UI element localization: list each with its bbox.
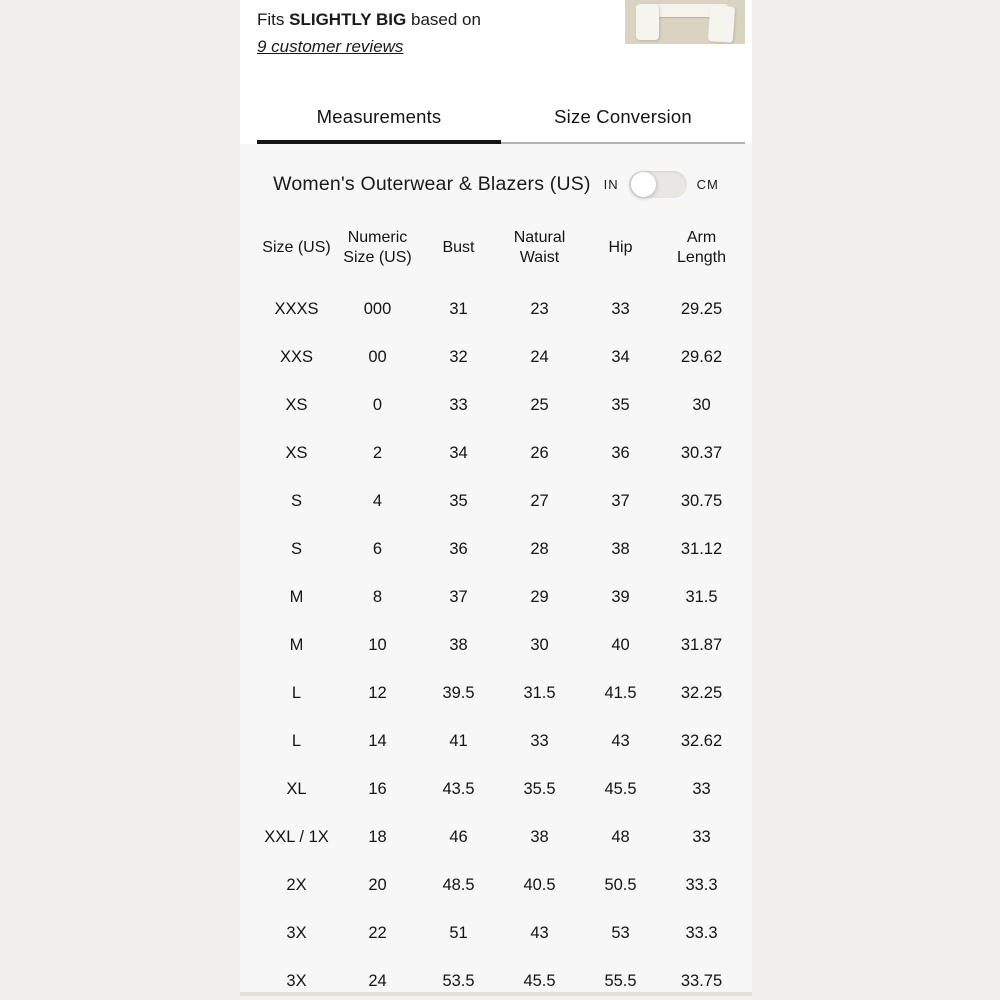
measurement-cell: 51 xyxy=(449,923,468,942)
measurement-cell: 40.5 xyxy=(523,875,556,894)
size-cell: 2X xyxy=(286,875,307,894)
measurement-cell: 33 xyxy=(692,779,711,798)
measurement-cell: 48 xyxy=(611,827,630,846)
size-cell: XXL / 1X xyxy=(264,827,329,846)
measurement-cell: 33 xyxy=(692,827,711,846)
measurement-cell: 55.5 xyxy=(604,971,637,990)
measurement-cell: 32.62 xyxy=(680,731,723,750)
measurement-cell: 33.3 xyxy=(685,923,718,942)
measurement-cell: 32.25 xyxy=(680,683,723,702)
size-guide-card xyxy=(240,0,752,996)
size-cell: 3X xyxy=(286,971,307,990)
size-cell: 3X xyxy=(286,923,307,942)
measurement-cell: 30 xyxy=(692,395,711,414)
measurement-cell: 48.5 xyxy=(442,875,475,894)
measurement-cell: 41.5 xyxy=(604,683,637,702)
size-cell: XXS xyxy=(279,347,314,366)
measurement-cell: 20 xyxy=(368,875,387,894)
measurement-cell: 18 xyxy=(368,827,387,846)
measurement-cell: 36 xyxy=(449,539,468,558)
measurement-cell: 31.5 xyxy=(685,587,718,606)
measurement-cell: 16 xyxy=(368,779,387,798)
size-cell: XS xyxy=(285,443,308,462)
measurement-cell: 43 xyxy=(530,923,549,942)
measurement-cell: 30.75 xyxy=(680,491,723,510)
measurement-cell: 43 xyxy=(611,731,630,750)
unit-label-cm: CM xyxy=(696,177,719,192)
garment-image-part xyxy=(708,5,735,43)
fit-prefix: Fits xyxy=(257,10,285,29)
customer-reviews-link[interactable]: 9 customer reviews xyxy=(257,37,404,56)
tab-measurements[interactable]: Measurements xyxy=(257,100,501,144)
size-cell: XL xyxy=(286,779,307,798)
measurement-cell: 53.5 xyxy=(442,971,475,990)
measurement-cell: 4 xyxy=(372,491,383,510)
measurement-cell: 35 xyxy=(449,491,468,510)
measurement-cell: 50.5 xyxy=(604,875,637,894)
measurement-cell: 29.62 xyxy=(680,347,723,366)
measurement-cell: 34 xyxy=(611,347,630,366)
measurement-cell: 33 xyxy=(611,299,630,318)
column-header: Bust xyxy=(442,239,475,256)
measurement-cell: 36 xyxy=(611,443,630,462)
unit-toggle-switch[interactable] xyxy=(629,171,687,198)
measurement-cell: 000 xyxy=(363,299,392,318)
measurement-cell: 33.3 xyxy=(685,875,718,894)
measurement-cell: 29 xyxy=(530,587,549,606)
measurements-panel xyxy=(240,144,752,992)
measurement-cell: 45.5 xyxy=(523,971,556,990)
column-header: Size (US) xyxy=(262,239,331,256)
measurement-cell: 39.5 xyxy=(442,683,475,702)
measurement-cell: 35 xyxy=(611,395,630,414)
measurement-cell: 2 xyxy=(372,443,383,462)
measurement-cell: 24 xyxy=(368,971,387,990)
measurement-cell: 35.5 xyxy=(523,779,556,798)
size-cell: L xyxy=(291,683,302,702)
measurement-cell: 27 xyxy=(530,491,549,510)
size-cell: M xyxy=(289,587,304,606)
measurement-cell: 23 xyxy=(530,299,549,318)
measurement-cell: 8 xyxy=(372,587,383,606)
measurement-cell: 33.75 xyxy=(680,971,723,990)
measurement-cell: 31 xyxy=(449,299,468,318)
measurement-cell: 34 xyxy=(449,443,468,462)
unit-toggle-group xyxy=(604,171,719,198)
fit-suffix: based on xyxy=(411,10,481,29)
size-chart-title: Women's Outerwear & Blazers (US) xyxy=(273,173,591,195)
size-table xyxy=(256,226,742,996)
measurement-cell: 45.5 xyxy=(604,779,637,798)
size-cell: M xyxy=(289,635,304,654)
measurement-cell: 37 xyxy=(611,491,630,510)
column-header: Numeric Size (US) xyxy=(343,229,412,266)
measurement-cell: 30.37 xyxy=(680,443,723,462)
measurement-cell: 29.25 xyxy=(680,299,723,318)
measurement-cell: 33 xyxy=(449,395,468,414)
size-cell: S xyxy=(290,491,302,510)
measurement-cell: 39 xyxy=(611,587,630,606)
measurement-cell: 31.12 xyxy=(680,539,723,558)
measurement-cell: 30 xyxy=(530,635,549,654)
measurement-cell: 38 xyxy=(530,827,549,846)
measurement-cell: 40 xyxy=(611,635,630,654)
measurement-cell: 53 xyxy=(611,923,630,942)
size-table-header xyxy=(256,226,742,270)
size-cell: S xyxy=(290,539,302,558)
measurement-cell: 26 xyxy=(530,443,549,462)
fit-summary xyxy=(257,6,481,60)
toggle-knob-icon xyxy=(631,172,656,197)
measurement-cell: 00 xyxy=(368,347,387,366)
size-table-body xyxy=(256,285,742,996)
measurement-cell: 46 xyxy=(449,827,468,846)
fit-summary-line xyxy=(257,6,481,33)
size-cell: XXXS xyxy=(274,299,319,318)
panel-header xyxy=(240,144,752,198)
measurement-cell: 28 xyxy=(530,539,549,558)
product-thumbnail xyxy=(625,0,745,44)
measurement-cell: 24 xyxy=(530,347,549,366)
measurement-cell: 38 xyxy=(449,635,468,654)
measurement-cell: 10 xyxy=(368,635,387,654)
tab-size-conversion[interactable]: Size Conversion xyxy=(501,100,745,144)
measurement-cell: 32 xyxy=(449,347,468,366)
garment-image-part xyxy=(636,4,659,40)
measurement-cell: 6 xyxy=(372,539,383,558)
column-header: Hip xyxy=(608,239,633,256)
measurement-cell: 37 xyxy=(449,587,468,606)
measurement-cell: 0 xyxy=(372,395,383,414)
measurement-cell: 14 xyxy=(368,731,387,750)
column-header: Arm Length xyxy=(677,229,726,266)
measurement-cell: 31.87 xyxy=(680,635,723,654)
tab-bar xyxy=(257,100,745,144)
measurement-cell: 41 xyxy=(449,731,468,750)
measurement-cell: 22 xyxy=(368,923,387,942)
size-cell: XS xyxy=(285,395,308,414)
size-cell: L xyxy=(291,731,302,750)
measurement-cell: 33 xyxy=(530,731,549,750)
measurement-cell: 31.5 xyxy=(523,683,556,702)
measurement-cell: 43.5 xyxy=(442,779,475,798)
measurement-cell: 12 xyxy=(368,683,387,702)
unit-label-in: IN xyxy=(603,177,619,192)
column-header: Natural Waist xyxy=(513,229,566,266)
measurement-cell: 25 xyxy=(530,395,549,414)
measurement-cell: 38 xyxy=(611,539,630,558)
fit-emphasis: SLIGHTLY BIG xyxy=(289,10,407,29)
